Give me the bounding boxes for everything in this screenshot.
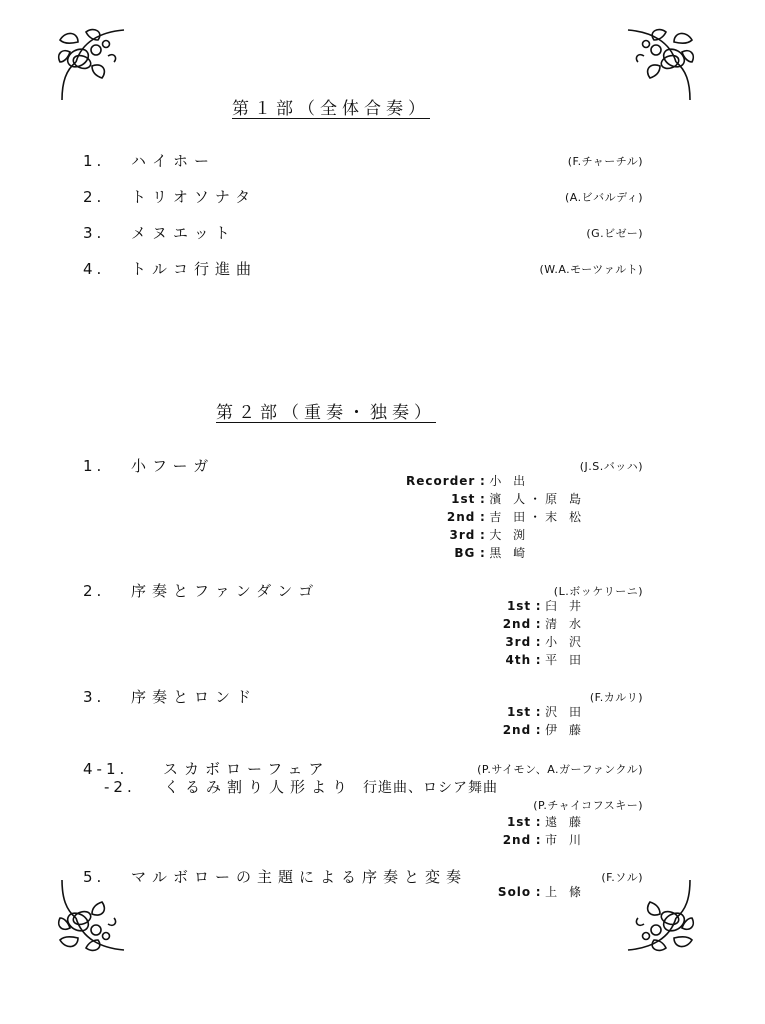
role-separator: : bbox=[535, 617, 541, 631]
part2-piece-4-players bbox=[449, 813, 585, 849]
corner-ornament-bottom-left bbox=[52, 878, 132, 958]
floral-ornament-icon bbox=[52, 878, 132, 958]
piece-number: 1. bbox=[83, 457, 106, 475]
player-row bbox=[449, 721, 585, 739]
player-row bbox=[449, 651, 585, 669]
piece-title: 小フーガ bbox=[131, 457, 215, 475]
player-name: 上 條 bbox=[545, 885, 585, 899]
part1-piece-4 bbox=[83, 258, 257, 279]
player-row bbox=[449, 703, 585, 721]
role-separator: : bbox=[479, 492, 485, 506]
role-separator: : bbox=[535, 599, 541, 613]
part2-piece-4-2-composer: (P.チャイコフスキー) bbox=[533, 799, 643, 812]
part1-piece-2-composer: (A.ビバルディ) bbox=[564, 191, 643, 204]
player-role: 2nd bbox=[502, 617, 532, 631]
piece-title: 序奏とファンダンゴ bbox=[131, 582, 320, 600]
player-name: 黒 崎 bbox=[489, 546, 530, 560]
part2-piece-5-composer: (F.ソル) bbox=[601, 871, 643, 884]
player-role: 2nd bbox=[446, 510, 476, 524]
piece-number: 4-1. bbox=[83, 760, 129, 778]
piece-title: メヌエット bbox=[131, 224, 236, 242]
player-name: 沢 田 bbox=[545, 705, 585, 719]
piece-title: ハイホー bbox=[131, 152, 216, 170]
role-separator: : bbox=[535, 833, 541, 847]
piece-title: スカボローフェア bbox=[163, 760, 330, 778]
player-row bbox=[449, 615, 585, 633]
piece-number: 4. bbox=[83, 260, 106, 278]
player-role: 1st bbox=[506, 815, 532, 829]
part1-piece-3 bbox=[83, 222, 236, 243]
player-row bbox=[393, 508, 585, 526]
player-name: 大 渕 bbox=[489, 528, 530, 542]
player-row bbox=[449, 831, 585, 849]
floral-ornament-icon bbox=[620, 878, 700, 958]
player-name: 市 川 bbox=[545, 833, 585, 847]
part1-piece-1-composer: (F.チャーチル) bbox=[567, 155, 643, 168]
role-separator: : bbox=[479, 510, 485, 524]
corner-ornament-bottom-right bbox=[620, 878, 700, 958]
piece-number: 3. bbox=[83, 688, 106, 706]
part2-title: 第２部（重奏・独奏） bbox=[216, 403, 436, 423]
role-separator: : bbox=[535, 653, 541, 667]
part2-piece-3-composer: (F.カルリ) bbox=[589, 691, 643, 704]
player-name: 平 田 bbox=[545, 653, 585, 667]
part1-piece-2 bbox=[83, 186, 256, 207]
part2-piece-1 bbox=[83, 455, 214, 476]
floral-ornament-icon bbox=[620, 22, 700, 102]
piece-number: 3. bbox=[83, 224, 106, 242]
role-separator: : bbox=[535, 635, 541, 649]
role-separator: : bbox=[535, 885, 541, 899]
player-role: BG bbox=[454, 546, 476, 560]
role-separator: : bbox=[479, 546, 485, 560]
player-name: 遠 藤 bbox=[545, 815, 585, 829]
part2-piece-2-players bbox=[449, 597, 585, 669]
player-name: 清 水 bbox=[545, 617, 585, 631]
piece-title: トリオソナタ bbox=[131, 188, 257, 206]
player-role: 4th bbox=[505, 653, 532, 667]
part2-piece-4-2 bbox=[104, 776, 498, 797]
part2-piece-5-players bbox=[449, 883, 585, 901]
piece-number: 2. bbox=[83, 188, 106, 206]
player-row bbox=[393, 490, 585, 508]
player-row bbox=[393, 472, 585, 490]
corner-ornament-top-right bbox=[620, 22, 700, 102]
player-role: Solo bbox=[497, 885, 532, 899]
player-row bbox=[449, 883, 585, 901]
piece-title: 序奏とロンド bbox=[131, 688, 258, 706]
part2-piece-2-composer: (L.ボッケリーニ) bbox=[553, 585, 643, 598]
piece-title: トルコ行進曲 bbox=[131, 260, 258, 278]
player-role: 3rd bbox=[505, 635, 532, 649]
player-role: 2nd bbox=[502, 833, 532, 847]
part1-title: 第１部（全体合奏） bbox=[232, 99, 430, 119]
player-role: 2nd bbox=[502, 723, 532, 737]
part2-piece-5 bbox=[83, 866, 467, 887]
player-name: 小 出 bbox=[489, 474, 530, 488]
piece-subtitle: 行進曲、ロシア舞曲 bbox=[363, 780, 499, 796]
role-separator: : bbox=[535, 723, 541, 737]
player-name: 伊 藤 bbox=[545, 723, 585, 737]
player-role: 1st bbox=[506, 705, 532, 719]
piece-title: くるみ割り人形より bbox=[164, 778, 354, 796]
part2-piece-4-1-composer: (P.サイモン、A.ガーファンクル) bbox=[477, 763, 643, 776]
piece-number: 1. bbox=[83, 152, 106, 170]
piece-number: -2. bbox=[104, 778, 136, 796]
role-separator: : bbox=[479, 528, 485, 542]
part1-piece-4-composer: (W.A.モーツァルト) bbox=[539, 263, 643, 276]
player-name: 臼 井 bbox=[545, 599, 585, 613]
player-row bbox=[393, 526, 585, 544]
part1-piece-3-composer: (G.ビゼー) bbox=[586, 227, 643, 240]
player-row bbox=[449, 813, 585, 831]
player-role: 1st bbox=[451, 492, 476, 506]
player-role: 3rd bbox=[449, 528, 476, 542]
role-separator: : bbox=[479, 474, 485, 488]
part2-piece-2 bbox=[83, 580, 319, 601]
player-name: 吉 田・末 松 bbox=[489, 510, 585, 524]
part2-piece-3 bbox=[83, 686, 257, 707]
player-row bbox=[449, 597, 585, 615]
corner-ornament-top-left bbox=[52, 22, 132, 102]
piece-number: 5. bbox=[83, 868, 106, 886]
player-row bbox=[449, 633, 585, 651]
piece-number: 2. bbox=[83, 582, 106, 600]
role-separator: : bbox=[535, 705, 541, 719]
part2-piece-1-composer: (J.S.バッハ) bbox=[579, 460, 643, 473]
player-name: 濱 人・原 島 bbox=[489, 492, 585, 506]
part2-piece-1-players bbox=[393, 472, 585, 562]
floral-ornament-icon bbox=[52, 22, 132, 102]
role-separator: : bbox=[535, 815, 541, 829]
part2-piece-3-players bbox=[449, 703, 585, 739]
player-role: 1st bbox=[506, 599, 532, 613]
player-name: 小 沢 bbox=[545, 635, 585, 649]
player-role: Recorder bbox=[406, 474, 476, 488]
player-row bbox=[393, 544, 585, 562]
piece-title: マルボローの主題による序奏と変奏 bbox=[131, 868, 468, 886]
part1-piece-1 bbox=[83, 150, 215, 171]
